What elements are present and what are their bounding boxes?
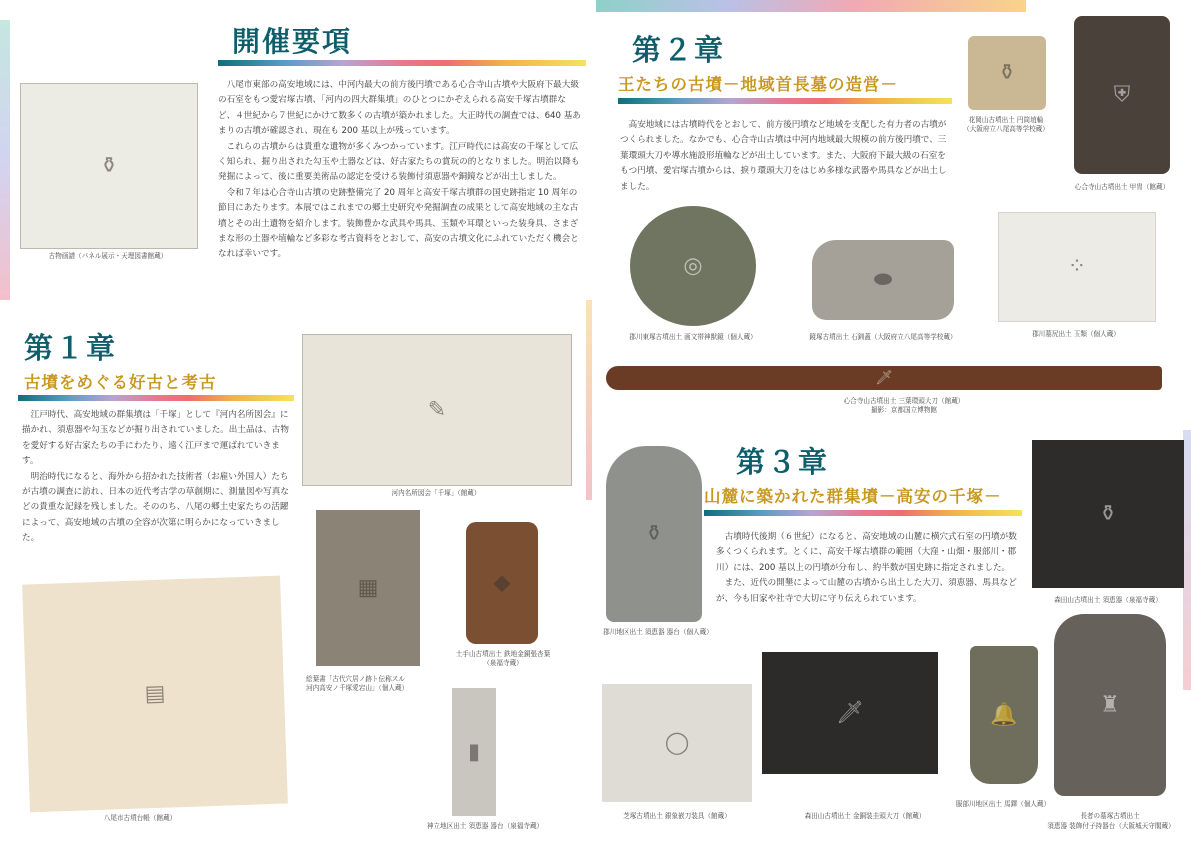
ring-icon: ◯	[664, 730, 690, 756]
stand-caption: 神立地区出土 須恵器 器台（泉福寺蔵）	[426, 822, 544, 830]
decorated-stand-caption-line1: 長者の墓塚古墳出土	[1080, 812, 1140, 820]
beads-caption: 郡川墓尻出土 玉類（個人蔵）	[1032, 330, 1120, 338]
sketch-icon: ✎	[427, 397, 447, 423]
ledger-caption: 八尾市古墳台帳（館蔵）	[103, 814, 177, 822]
chapter2-subtitle: 王たちの古墳－地域首長墓の造営－	[618, 75, 898, 94]
mid-decor-stripe	[586, 300, 592, 500]
ledger-image	[22, 576, 288, 813]
overview-image-caption: 古物画譜（パネル展示・天理図書館蔵）	[48, 252, 168, 260]
sword-icon: 🗡	[836, 700, 864, 726]
chapter2-underline	[618, 98, 952, 104]
chapter3-subtitle: 山麓に築かれた群集墳－高安の千塚－	[704, 487, 1002, 506]
pot-icon: ▮	[467, 739, 481, 765]
photo-icon: ▦	[357, 575, 379, 601]
iron-fitting-image	[466, 522, 538, 644]
chapter1-body	[22, 408, 294, 547]
postcard-caption-line1: 絵葉書「古代穴居ノ跡ト伝称スル	[306, 675, 405, 683]
pot-icon: ♜	[1100, 692, 1120, 718]
haniwa-caption-line1: 花岡山古墳出土 円筒埴輪	[968, 116, 1044, 124]
pot-sketch-image	[20, 83, 198, 249]
chapter3-paragraph: 古墳時代後期（６世紀）になると、高安地域の山麓に横穴式石室の円墳が数多くつくられます。とくに、高安千塚古墳群の範囲（大窪・山畑・服部川・郡川）には、200 基以上の円墳が分布し、約半数が国史跡に指定されました。	[716, 532, 1017, 573]
sketch-icon: ⚱	[99, 153, 119, 179]
pot-icon: ⚱	[644, 521, 664, 547]
horse-bell-image	[970, 646, 1038, 784]
overview-paragraph: 八尾市東部の高安地域には、中河内最大の前方後円墳である心合寺山古墳や大阪府下最大級の石室をもつ愛宕塚古墳、「河内の四大群集墳」のひとつにかぞえられる高安千塚古墳群など、４世紀から７世紀にかけて数多くの古墳が築かれました。大正時代の調査では、640 基あまりの古墳が確認され、現在も 200 基以上が残っています。	[218, 80, 581, 137]
sword-caption-line2: 撮影：京都国立博物館	[871, 406, 937, 414]
beads-image	[998, 212, 1156, 322]
bell-icon: 🔔	[990, 702, 1018, 728]
chapter3-underline	[704, 510, 1022, 516]
postcard-caption-line2: 河内高安ノ千塚愛宕山」（個人蔵）	[306, 684, 409, 692]
silver-fittings-caption: 芝塚古墳出土 銀象嵌刀装具（館蔵）	[623, 812, 731, 820]
chapter3-paragraph: また、近代の開墾によって山麓の古墳から出土した大刀、須恵器、馬具などが、今も旧家や社寺で大切に守り伝えられています。	[716, 578, 1017, 604]
postcard-image	[316, 510, 420, 666]
meisho-caption: 河内名所図会「千塚」（館蔵）	[391, 489, 481, 497]
armor-icon: ⛨	[1113, 82, 1131, 108]
overview-paragraph: これらの古墳からは貴重な遺物が多くみつかっています。江戸時代には高安の千塚として広く知られ、掘り出された勾玉や土器などは、好古家たちの賞玩の的となりました。明治以降も発掘によって、後に重要美術品の認定を受ける装飾付須恵器や銅鏡などが出土しました。	[218, 141, 580, 183]
stand-image	[452, 688, 496, 816]
beads-icon: ⁘	[1067, 254, 1087, 280]
mirror-icon: ◎	[683, 253, 703, 279]
left-decor-stripe	[0, 20, 10, 300]
stone-image	[812, 240, 954, 320]
chapter1-number: 第１章	[24, 331, 118, 365]
document-icon: ▤	[144, 681, 166, 707]
decorated-stand-image	[1054, 614, 1166, 796]
haniwa-caption-line2: （大阪府立八尾高等学校蔵）	[963, 125, 1049, 133]
decorated-stand-caption-line2: 須恵器 装飾付子持器台（大阪城天守閣蔵）	[1047, 822, 1175, 830]
stand-vessel-image	[606, 446, 702, 622]
top-decor-stripe	[596, 0, 1026, 12]
chapter1-subtitle: 古墳をめぐる好古と考古	[24, 373, 217, 392]
pots-caption: 森田山古墳出土 須恵器（泉福寺蔵）	[1054, 596, 1162, 604]
pot-icon: ⚱	[997, 60, 1017, 86]
pot-icon: ⚱	[1098, 501, 1118, 527]
horse-bell-caption: 服部川地区出土 馬鐸（個人蔵）	[955, 800, 1051, 808]
sword-icon: 🗡	[875, 370, 893, 386]
overview-paragraph: 令和７年は心合寺山古墳の史跡整備完了 20 周年と高安千塚古墳群の国史跡指定 10 周年の節目にあたります。本展ではこれまでの郷土史研究や発掘調査の成果として高安地域の主な古墳とその出土遺物を紹介します。装飾豊かな武具や馬具、玉類や耳環といった装身具、さまざまな形の土器や埴輪など多彩な考古資料をとおして、高安の古墳文化にふれていただく機会となれば幸いです。	[218, 187, 579, 260]
haniwa-image	[968, 36, 1046, 110]
chapter2-body	[620, 118, 952, 195]
overview-title: 開催要項	[232, 25, 353, 58]
pots-image	[1032, 440, 1184, 588]
stand-vessel-caption: 郡川地区出土 須恵器 器台（個人蔵）	[603, 628, 713, 636]
chapter1-paragraph: 江戸時代、高安地域の群集墳は「千塚」として『河内名所図会』に描かれ、須恵器や勾玉などが掘り出されていました。出土品は、古物を愛好する好古家たちの手にわたり、遠く江戸まで運ばれていきます。	[22, 410, 289, 467]
chapter3-number: 第３章	[736, 445, 830, 479]
gilt-sword-caption: 森田山古墳出土 金銅装圭頭大刀（館蔵）	[804, 812, 926, 820]
gilt-sword-image	[762, 652, 938, 774]
iron-caption-line2: （泉福寺蔵）	[483, 659, 523, 667]
overview-body	[218, 78, 582, 263]
armor-image	[1074, 16, 1170, 174]
stone-icon: ⬬	[873, 267, 893, 293]
meisho-zue-illustration	[302, 334, 572, 486]
sword-caption-line1: 心合寺山古墳出土 三葉環頭大刀（館蔵）	[843, 397, 965, 405]
chapter1-underline	[18, 395, 294, 401]
overview-title-underline	[218, 60, 586, 66]
mirror-caption: 郡川東塚古墳出土 画文帯神獣鏡（個人蔵）	[629, 333, 757, 341]
iron-caption-line1: 土手山古墳出土 鉄地金銅張杏葉	[455, 650, 551, 658]
right-decor-stripe	[1183, 430, 1191, 690]
stone-caption: 鏡塚古墳出土 石釧蓋（大阪府立八尾高等学校蔵）	[809, 333, 957, 341]
chapter2-paragraph: 高安地域には古墳時代をとおして、前方後円墳など地域を支配した有力者の古墳がつくられました。なかでも、心合寺山古墳は中河内地域最大規模の前方後円墳で、三葉環頭大刀や導水施設形埴輪などが出土しています。また、大阪府下最大級の石室をもつ円墳、愛宕塚古墳からは、捩り環頭大刀をはじめ多様な武器や馬具などが出土しました。	[620, 120, 947, 192]
chapter1-paragraph: 明治時代になると、海外から招かれた技術者（お雇い外国人）たちが古墳の調査に訪れ、日本の近代考古学の草創期に、測量図や写真などの貴重な記録を残しました。そののち、八尾の郷土史家たちの活躍によって、高安地域の古墳の全容が次第に明らかになっていきました。	[22, 471, 289, 544]
mirror-image	[630, 206, 756, 326]
iron-icon: ◆	[493, 570, 511, 596]
chapter2-number: 第２章	[632, 33, 726, 67]
armor-caption: 心合寺山古墳出土 甲冑（館蔵）	[1074, 183, 1170, 191]
silver-fittings-image	[602, 684, 752, 802]
sword-image	[606, 366, 1162, 390]
chapter3-body	[716, 530, 1022, 607]
